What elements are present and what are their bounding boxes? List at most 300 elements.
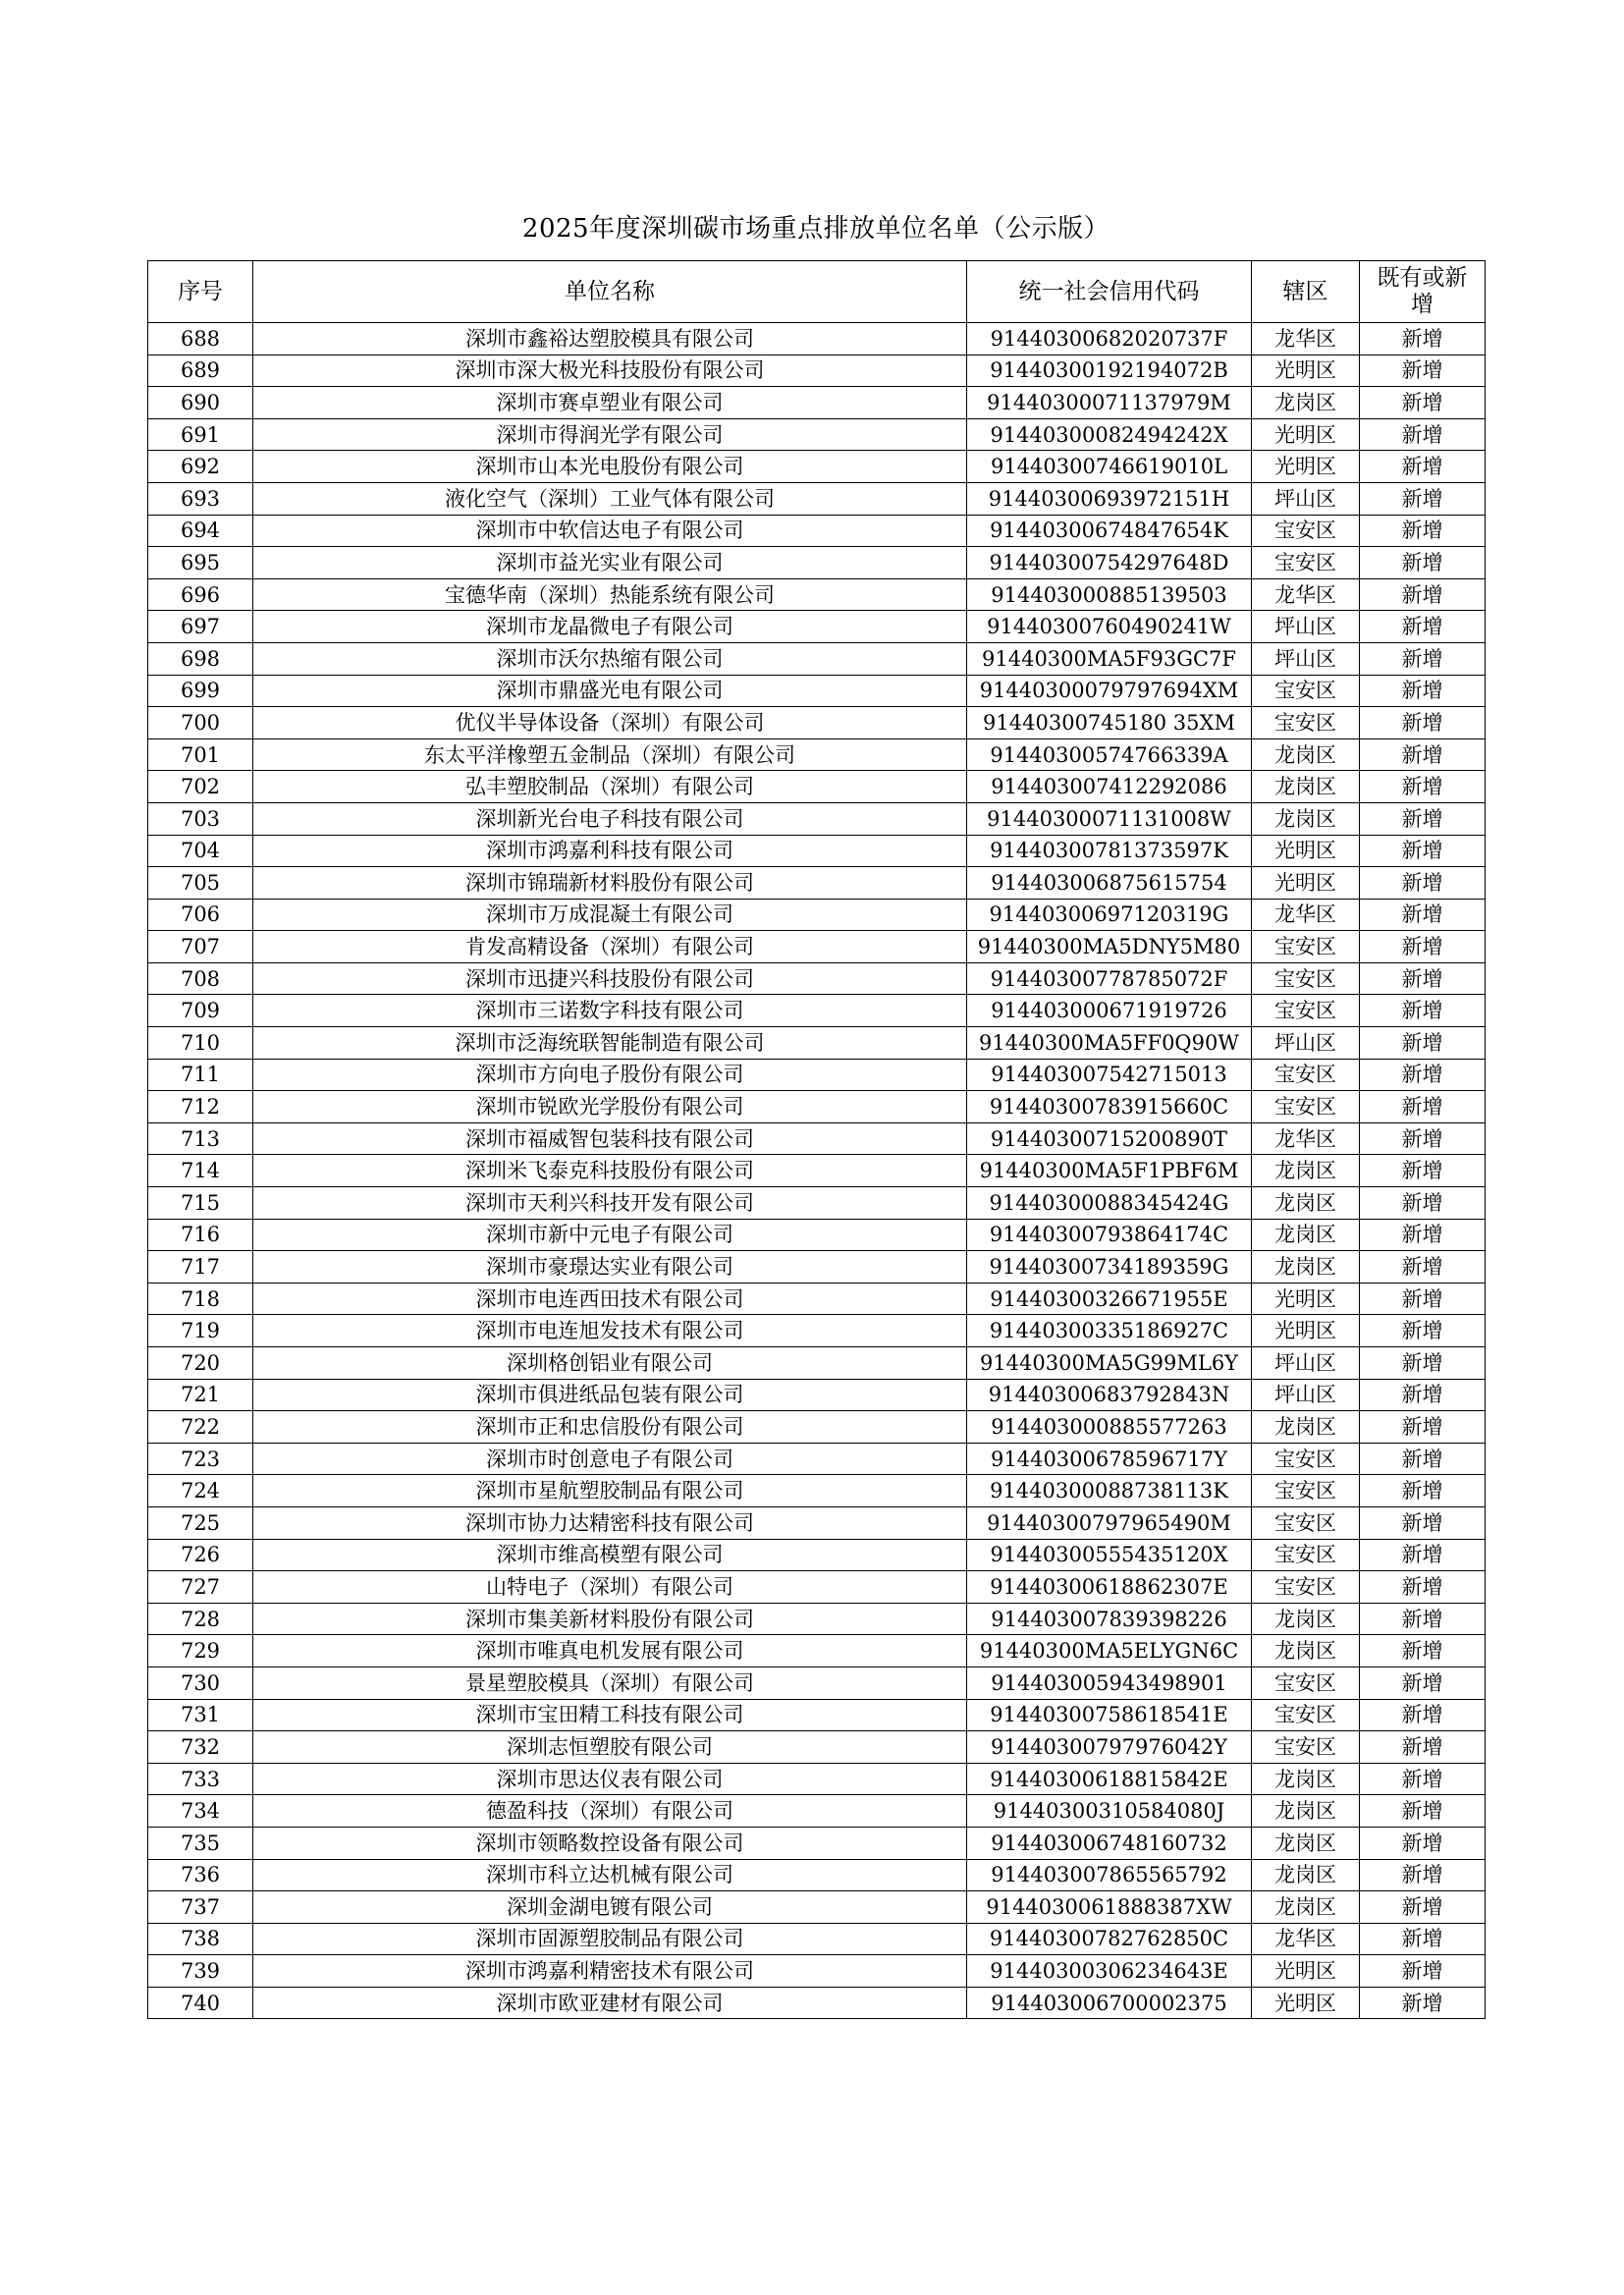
credit-code: 914403000671919726 xyxy=(967,995,1252,1027)
table-row xyxy=(148,1251,1486,1284)
table-row xyxy=(148,355,1486,387)
status: 新增 xyxy=(1360,1315,1486,1347)
table-row xyxy=(148,1379,1486,1411)
row-index: 696 xyxy=(148,578,253,611)
district: 宝安区 xyxy=(1252,962,1360,995)
district: 龙岗区 xyxy=(1252,1795,1360,1828)
district: 宝安区 xyxy=(1252,1667,1360,1699)
credit-code: 914403006748160732 xyxy=(967,1827,1252,1859)
table-row xyxy=(148,867,1486,900)
table-row xyxy=(148,1411,1486,1444)
unit-name: 深圳市锦瑞新材料股份有限公司 xyxy=(253,867,967,900)
table-row xyxy=(148,1859,1486,1891)
credit-code: 91440300079797694XM xyxy=(967,675,1252,707)
table-row xyxy=(148,1027,1486,1060)
row-index: 723 xyxy=(148,1443,253,1475)
unit-name: 深圳市俱进纸品包装有限公司 xyxy=(253,1379,967,1411)
table-row xyxy=(148,771,1486,803)
row-index: 691 xyxy=(148,418,253,451)
unit-name: 深圳市迅捷兴科技股份有限公司 xyxy=(253,962,967,995)
row-index: 704 xyxy=(148,835,253,867)
district: 宝安区 xyxy=(1252,1571,1360,1604)
table-row xyxy=(148,1891,1486,1924)
status: 新增 xyxy=(1360,547,1486,579)
row-index: 707 xyxy=(148,931,253,963)
unit-name: 深圳市思达仪表有限公司 xyxy=(253,1763,967,1795)
row-index: 734 xyxy=(148,1795,253,1828)
district: 龙岗区 xyxy=(1252,1763,1360,1795)
district: 光明区 xyxy=(1252,418,1360,451)
row-index: 708 xyxy=(148,962,253,995)
district: 龙岗区 xyxy=(1252,802,1360,835)
table-row xyxy=(148,1475,1486,1507)
unit-name: 深圳志恒塑胶有限公司 xyxy=(253,1731,967,1764)
header-unit-name: 单位名称 xyxy=(253,261,967,323)
table-row xyxy=(148,1315,1486,1347)
table-row xyxy=(148,1603,1486,1635)
district: 龙岗区 xyxy=(1252,1891,1360,1924)
unit-name: 深圳市龙晶微电子有限公司 xyxy=(253,611,967,643)
row-index: 715 xyxy=(148,1187,253,1220)
district: 龙岗区 xyxy=(1252,1859,1360,1891)
status: 新增 xyxy=(1360,1091,1486,1123)
district: 宝安区 xyxy=(1252,707,1360,739)
table-row xyxy=(148,451,1486,483)
credit-code: 91440300783915660C xyxy=(967,1091,1252,1123)
district: 宝安区 xyxy=(1252,547,1360,579)
table-row xyxy=(148,1763,1486,1795)
row-index: 713 xyxy=(148,1122,253,1155)
status: 新增 xyxy=(1360,1763,1486,1795)
status: 新增 xyxy=(1360,323,1486,355)
row-index: 730 xyxy=(148,1667,253,1699)
credit-code: 91440300310584080J xyxy=(967,1795,1252,1828)
district: 光明区 xyxy=(1252,1283,1360,1315)
table-row xyxy=(148,995,1486,1027)
status: 新增 xyxy=(1360,642,1486,675)
table-row xyxy=(148,1059,1486,1091)
unit-name: 深圳市三诺数字科技有限公司 xyxy=(253,995,967,1027)
row-index: 736 xyxy=(148,1859,253,1891)
table-row xyxy=(148,1667,1486,1699)
row-index: 712 xyxy=(148,1091,253,1123)
credit-code: 91440300MA5F93GC7F xyxy=(967,642,1252,675)
district: 光明区 xyxy=(1252,835,1360,867)
credit-code: 91440300745180 35XM xyxy=(967,707,1252,739)
unit-name: 液化空气（深圳）工业气体有限公司 xyxy=(253,482,967,515)
credit-code: 91440300335186927C xyxy=(967,1315,1252,1347)
table-row xyxy=(148,835,1486,867)
row-index: 718 xyxy=(148,1283,253,1315)
row-index: 694 xyxy=(148,515,253,547)
row-index: 737 xyxy=(148,1891,253,1924)
row-index: 699 xyxy=(148,675,253,707)
status: 新增 xyxy=(1360,1923,1486,1955)
table-row xyxy=(148,899,1486,931)
row-index: 727 xyxy=(148,1571,253,1604)
table-row xyxy=(148,738,1486,771)
status: 新增 xyxy=(1360,1251,1486,1284)
row-index: 725 xyxy=(148,1506,253,1539)
status: 新增 xyxy=(1360,1795,1486,1828)
row-index: 719 xyxy=(148,1315,253,1347)
row-index: 721 xyxy=(148,1379,253,1411)
credit-code: 91440300693972151H xyxy=(967,482,1252,515)
row-index: 729 xyxy=(148,1635,253,1667)
unit-name: 深圳市科立达机械有限公司 xyxy=(253,1859,967,1891)
district: 坪山区 xyxy=(1252,482,1360,515)
table-row xyxy=(148,642,1486,675)
table-row xyxy=(148,547,1486,579)
table-row xyxy=(148,1731,1486,1764)
row-index: 697 xyxy=(148,611,253,643)
credit-code: 914403007865565792 xyxy=(967,1859,1252,1891)
row-index: 740 xyxy=(148,1987,253,2019)
credit-code: 914403007839398226 xyxy=(967,1603,1252,1635)
row-index: 722 xyxy=(148,1411,253,1444)
status: 新增 xyxy=(1360,1955,1486,1988)
credit-code: 91440300683792843N xyxy=(967,1379,1252,1411)
status: 新增 xyxy=(1360,1475,1486,1507)
status: 新增 xyxy=(1360,1635,1486,1667)
status: 新增 xyxy=(1360,675,1486,707)
unit-name: 深圳市万成混凝土有限公司 xyxy=(253,899,967,931)
district: 龙岗区 xyxy=(1252,1251,1360,1284)
credit-code: 91440300071137979M xyxy=(967,387,1252,419)
row-index: 702 xyxy=(148,771,253,803)
row-index: 728 xyxy=(148,1603,253,1635)
status: 新增 xyxy=(1360,867,1486,900)
unit-name: 深圳市时创意电子有限公司 xyxy=(253,1443,967,1475)
unit-name: 深圳市益光实业有限公司 xyxy=(253,547,967,579)
credit-code: 91440300682020737F xyxy=(967,323,1252,355)
district: 龙岗区 xyxy=(1252,387,1360,419)
district: 龙岗区 xyxy=(1252,1603,1360,1635)
status: 新增 xyxy=(1360,1283,1486,1315)
row-index: 701 xyxy=(148,738,253,771)
district: 光明区 xyxy=(1252,451,1360,483)
table-row xyxy=(148,931,1486,963)
credit-code: 91440300306234643E xyxy=(967,1955,1252,1988)
unit-name: 深圳市电连旭发技术有限公司 xyxy=(253,1315,967,1347)
status: 新增 xyxy=(1360,482,1486,515)
credit-code: 91440300760490241W xyxy=(967,611,1252,643)
status: 新增 xyxy=(1360,451,1486,483)
status: 新增 xyxy=(1360,1667,1486,1699)
district: 龙华区 xyxy=(1252,578,1360,611)
unit-name: 景星塑胶模具（深圳）有限公司 xyxy=(253,1667,967,1699)
table-row xyxy=(148,578,1486,611)
district: 坪山区 xyxy=(1252,1379,1360,1411)
row-index: 714 xyxy=(148,1155,253,1187)
status: 新增 xyxy=(1360,1059,1486,1091)
status: 新增 xyxy=(1360,771,1486,803)
row-index: 688 xyxy=(148,323,253,355)
unit-name: 深圳市深大极光科技股份有限公司 xyxy=(253,355,967,387)
table-row xyxy=(148,515,1486,547)
district: 龙华区 xyxy=(1252,323,1360,355)
district: 光明区 xyxy=(1252,1955,1360,1988)
district: 龙岗区 xyxy=(1252,1187,1360,1220)
unit-name: 深圳市泛海统联智能制造有限公司 xyxy=(253,1027,967,1060)
table-row xyxy=(148,1506,1486,1539)
status: 新增 xyxy=(1360,1603,1486,1635)
header-credit-code: 统一社会信用代码 xyxy=(967,261,1252,323)
unit-name: 深圳市协力达精密科技有限公司 xyxy=(253,1506,967,1539)
status: 新增 xyxy=(1360,355,1486,387)
district: 宝安区 xyxy=(1252,1506,1360,1539)
row-index: 693 xyxy=(148,482,253,515)
status: 新增 xyxy=(1360,1411,1486,1444)
status: 新增 xyxy=(1360,1027,1486,1060)
table-row xyxy=(148,1987,1486,2019)
unit-name: 深圳米飞泰克科技股份有限公司 xyxy=(253,1155,967,1187)
row-index: 716 xyxy=(148,1219,253,1251)
district: 龙岗区 xyxy=(1252,1635,1360,1667)
district: 宝安区 xyxy=(1252,1699,1360,1731)
status: 新增 xyxy=(1360,899,1486,931)
credit-code: 91440300618862307E xyxy=(967,1571,1252,1604)
credit-code: 91440300MA5ELYGN6C xyxy=(967,1635,1252,1667)
row-index: 700 xyxy=(148,707,253,739)
table-row xyxy=(148,1155,1486,1187)
status: 新增 xyxy=(1360,1443,1486,1475)
unit-name: 深圳新光台电子科技有限公司 xyxy=(253,802,967,835)
row-index: 690 xyxy=(148,387,253,419)
row-index: 689 xyxy=(148,355,253,387)
credit-code: 91440300555435120X xyxy=(967,1539,1252,1571)
unit-name: 山特电子（深圳）有限公司 xyxy=(253,1571,967,1604)
unit-name: 深圳市集美新材料股份有限公司 xyxy=(253,1603,967,1635)
table-row xyxy=(148,1283,1486,1315)
unit-name: 深圳市方向电子股份有限公司 xyxy=(253,1059,967,1091)
district: 龙岗区 xyxy=(1252,738,1360,771)
unit-name: 深圳金湖电镀有限公司 xyxy=(253,1891,967,1924)
unit-name: 宝德华南（深圳）热能系统有限公司 xyxy=(253,578,967,611)
row-index: 739 xyxy=(148,1955,253,1988)
table-row xyxy=(148,1091,1486,1123)
row-index: 724 xyxy=(148,1475,253,1507)
table-row xyxy=(148,675,1486,707)
table-row xyxy=(148,802,1486,835)
unit-name: 优仪半导体设备（深圳）有限公司 xyxy=(253,707,967,739)
credit-code: 9144030061888387XW xyxy=(967,1891,1252,1924)
table-row xyxy=(148,1827,1486,1859)
status: 新增 xyxy=(1360,578,1486,611)
unit-name: 深圳市欧亚建材有限公司 xyxy=(253,1987,967,2019)
district: 宝安区 xyxy=(1252,1475,1360,1507)
district: 宝安区 xyxy=(1252,995,1360,1027)
row-index: 698 xyxy=(148,642,253,675)
credit-code: 91440300MA5F1PBF6M xyxy=(967,1155,1252,1187)
credit-code: 914403000885139503 xyxy=(967,578,1252,611)
status: 新增 xyxy=(1360,1379,1486,1411)
unit-name: 深圳市宝田精工科技有限公司 xyxy=(253,1699,967,1731)
table-row xyxy=(148,1187,1486,1220)
district: 坪山区 xyxy=(1252,1347,1360,1380)
unit-name: 深圳市鸿嘉利科技有限公司 xyxy=(253,835,967,867)
status: 新增 xyxy=(1360,1187,1486,1220)
district: 宝安区 xyxy=(1252,1539,1360,1571)
row-index: 731 xyxy=(148,1699,253,1731)
row-index: 706 xyxy=(148,899,253,931)
unit-name: 深圳市福威智包装科技有限公司 xyxy=(253,1122,967,1155)
row-index: 726 xyxy=(148,1539,253,1571)
table-row xyxy=(148,962,1486,995)
credit-code: 914403007412292086 xyxy=(967,771,1252,803)
district: 光明区 xyxy=(1252,355,1360,387)
table-row xyxy=(148,1923,1486,1955)
status: 新增 xyxy=(1360,1347,1486,1380)
unit-name: 深圳市星航塑胶制品有限公司 xyxy=(253,1475,967,1507)
credit-code: 914403006700002375 xyxy=(967,1987,1252,2019)
header-status: 既有或新增 xyxy=(1360,261,1486,323)
unit-name: 深圳市锐欧光学股份有限公司 xyxy=(253,1091,967,1123)
unit-name: 深圳市山本光电股份有限公司 xyxy=(253,451,967,483)
row-index: 709 xyxy=(148,995,253,1027)
status: 新增 xyxy=(1360,1506,1486,1539)
unit-name: 德盈科技（深圳）有限公司 xyxy=(253,1795,967,1828)
district: 光明区 xyxy=(1252,1315,1360,1347)
credit-code: 91440300MA5FF0Q90W xyxy=(967,1027,1252,1060)
credit-code: 914403006875615754 xyxy=(967,867,1252,900)
status: 新增 xyxy=(1360,802,1486,835)
table-row xyxy=(148,1635,1486,1667)
district: 龙岗区 xyxy=(1252,1219,1360,1251)
table-row xyxy=(148,482,1486,515)
status: 新增 xyxy=(1360,1155,1486,1187)
unit-name: 深圳市赛卓塑业有限公司 xyxy=(253,387,967,419)
credit-code: 91440300674847654K xyxy=(967,515,1252,547)
credit-code: 91440300734189359G xyxy=(967,1251,1252,1284)
credit-code: 91440300088738113K xyxy=(967,1475,1252,1507)
district: 龙岗区 xyxy=(1252,1411,1360,1444)
table-row xyxy=(148,1699,1486,1731)
status: 新增 xyxy=(1360,1571,1486,1604)
unit-name: 深圳市唯真电机发展有限公司 xyxy=(253,1635,967,1667)
credit-code: 91440300MA5DNY5M80 xyxy=(967,931,1252,963)
table-row xyxy=(148,323,1486,355)
status: 新增 xyxy=(1360,1731,1486,1764)
credit-code: 91440300797976042Y xyxy=(967,1731,1252,1764)
table-header xyxy=(148,261,1486,323)
table-row xyxy=(148,611,1486,643)
table-row xyxy=(148,1955,1486,1988)
row-index: 695 xyxy=(148,547,253,579)
table-row xyxy=(148,418,1486,451)
credit-code: 91440300758618541E xyxy=(967,1699,1252,1731)
unit-name: 深圳市鑫裕达塑胶模具有限公司 xyxy=(253,323,967,355)
table-row xyxy=(148,1795,1486,1828)
district: 龙岗区 xyxy=(1252,1155,1360,1187)
emission-units-table xyxy=(147,260,1486,2019)
credit-code: 91440300082494242X xyxy=(967,418,1252,451)
header-index: 序号 xyxy=(148,261,253,323)
credit-code: 91440300618815842E xyxy=(967,1763,1252,1795)
credit-code: 91440300MA5G99ML6Y xyxy=(967,1347,1252,1380)
table-row xyxy=(148,1347,1486,1380)
credit-code: 91440300697120319G xyxy=(967,899,1252,931)
row-index: 735 xyxy=(148,1827,253,1859)
status: 新增 xyxy=(1360,1699,1486,1731)
credit-code: 91440300071131008W xyxy=(967,802,1252,835)
credit-code: 91440300797965490M xyxy=(967,1506,1252,1539)
district: 宝安区 xyxy=(1252,1059,1360,1091)
district: 光明区 xyxy=(1252,1987,1360,2019)
unit-name: 深圳市维高模塑有限公司 xyxy=(253,1539,967,1571)
unit-name: 深圳市电连西田技术有限公司 xyxy=(253,1283,967,1315)
unit-name: 深圳市天利兴科技开发有限公司 xyxy=(253,1187,967,1220)
status: 新增 xyxy=(1360,1539,1486,1571)
district: 光明区 xyxy=(1252,867,1360,900)
status: 新增 xyxy=(1360,1987,1486,2019)
header-district: 辖区 xyxy=(1252,261,1360,323)
credit-code: 91440300754297648D xyxy=(967,547,1252,579)
status: 新增 xyxy=(1360,962,1486,995)
row-index: 692 xyxy=(148,451,253,483)
table-row xyxy=(148,1539,1486,1571)
table-row xyxy=(148,707,1486,739)
table-body xyxy=(148,323,1486,2019)
status: 新增 xyxy=(1360,1891,1486,1924)
row-index: 720 xyxy=(148,1347,253,1380)
status: 新增 xyxy=(1360,1827,1486,1859)
credit-code: 91440300793864174C xyxy=(967,1219,1252,1251)
table-row xyxy=(148,1219,1486,1251)
status: 新增 xyxy=(1360,515,1486,547)
credit-code: 91440300715200890T xyxy=(967,1122,1252,1155)
status: 新增 xyxy=(1360,1859,1486,1891)
credit-code: 91440300192194072B xyxy=(967,355,1252,387)
status: 新增 xyxy=(1360,1219,1486,1251)
credit-code: 91440300678596717Y xyxy=(967,1443,1252,1475)
row-index: 710 xyxy=(148,1027,253,1060)
district: 宝安区 xyxy=(1252,1443,1360,1475)
row-index: 732 xyxy=(148,1731,253,1764)
credit-code: 914403005943498901 xyxy=(967,1667,1252,1699)
district: 龙华区 xyxy=(1252,1122,1360,1155)
district: 宝安区 xyxy=(1252,515,1360,547)
district: 宝安区 xyxy=(1252,1731,1360,1764)
document-title: 2025年度深圳碳市场重点排放单位名单（公示版） xyxy=(521,214,1110,244)
status: 新增 xyxy=(1360,418,1486,451)
unit-name: 深圳市豪璟达实业有限公司 xyxy=(253,1251,967,1284)
credit-code: 91440300574766339A xyxy=(967,738,1252,771)
credit-code: 91440300782762850C xyxy=(967,1923,1252,1955)
unit-name: 深圳市鸿嘉利精密技术有限公司 xyxy=(253,1955,967,1988)
unit-name: 深圳市鼎盛光电有限公司 xyxy=(253,675,967,707)
unit-name: 深圳市领略数控设备有限公司 xyxy=(253,1827,967,1859)
unit-name: 肯发高精设备（深圳）有限公司 xyxy=(253,931,967,963)
status: 新增 xyxy=(1360,611,1486,643)
credit-code: 91440300781373597K xyxy=(967,835,1252,867)
district: 龙岗区 xyxy=(1252,771,1360,803)
status: 新增 xyxy=(1360,1122,1486,1155)
unit-name: 深圳市得润光学有限公司 xyxy=(253,418,967,451)
credit-code: 914403000885577263 xyxy=(967,1411,1252,1444)
unit-name: 深圳市正和忠信股份有限公司 xyxy=(253,1411,967,1444)
unit-name: 深圳格创铝业有限公司 xyxy=(253,1347,967,1380)
district: 坪山区 xyxy=(1252,1027,1360,1060)
credit-code: 914403007542715013 xyxy=(967,1059,1252,1091)
unit-name: 东太平洋橡塑五金制品（深圳）有限公司 xyxy=(253,738,967,771)
credit-code: 91440300326671955E xyxy=(967,1283,1252,1315)
unit-name: 深圳市新中元电子有限公司 xyxy=(253,1219,967,1251)
table-row xyxy=(148,1571,1486,1604)
row-index: 738 xyxy=(148,1923,253,1955)
unit-name: 深圳市固源塑胶制品有限公司 xyxy=(253,1923,967,1955)
status: 新增 xyxy=(1360,995,1486,1027)
